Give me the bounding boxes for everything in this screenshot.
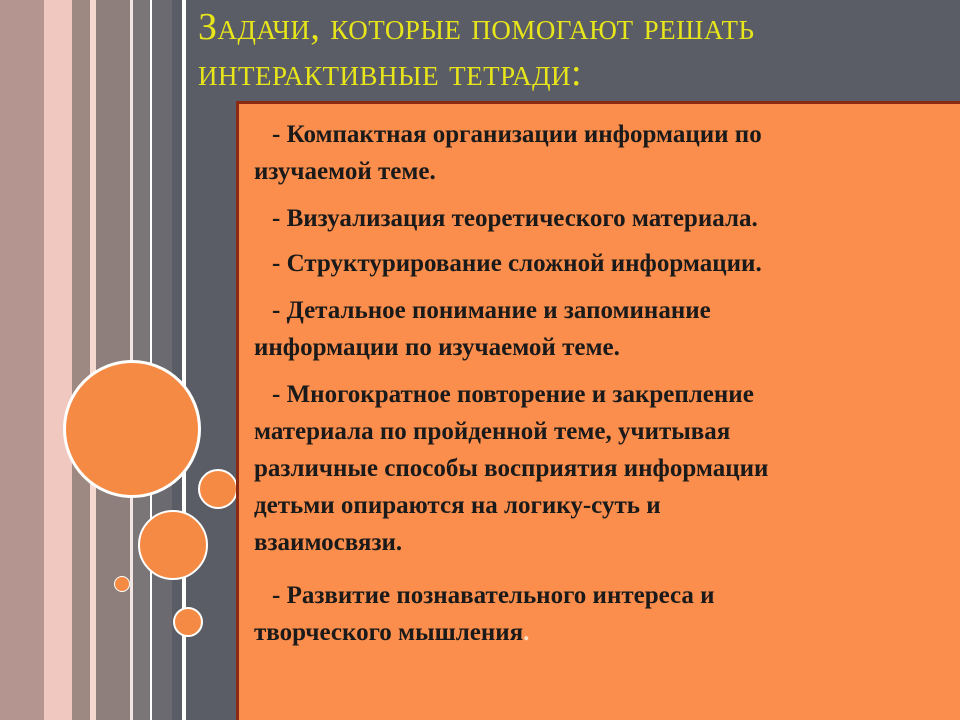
slide-title xyxy=(198,4,938,96)
decor-stripe-9 xyxy=(152,0,172,720)
decor-circle-medium-2 xyxy=(138,510,208,580)
list-item-1: - Компактная организации информации по изучаемой теме. xyxy=(254,121,762,185)
slide-title-line-1: Задачи, которые помогают решать xyxy=(198,6,755,48)
list-item-2: - Визуализация теоретического материала. xyxy=(272,205,758,232)
list-item-3: - Структурирование сложной информации. xyxy=(272,250,762,277)
decor-stripe-2 xyxy=(44,0,72,720)
list-item-6: - Развитие познавательного интереса и творческого мышления. xyxy=(254,582,715,646)
slide-title-line-2: интерактивные тетради: xyxy=(198,52,583,94)
list-item-5: - Многократное повторение и закрепление материала по пройденной теме, учитывая различные способы восприятия информации детьми опираются на логику-суть и взаимосвязи. xyxy=(254,381,769,556)
decor-circle-medium xyxy=(198,469,238,509)
decor-stripe-1 xyxy=(0,0,44,720)
list-item-4: - Детальное понимание и запоминание информации по изучаемой теме. xyxy=(254,297,711,361)
trailing-dot: . xyxy=(523,619,530,646)
decor-circle-tiny xyxy=(114,576,130,592)
decor-circle-large xyxy=(63,360,201,498)
decor-stripe-3 xyxy=(72,0,90,720)
content-box xyxy=(236,101,960,720)
decor-circle-small xyxy=(173,607,203,637)
